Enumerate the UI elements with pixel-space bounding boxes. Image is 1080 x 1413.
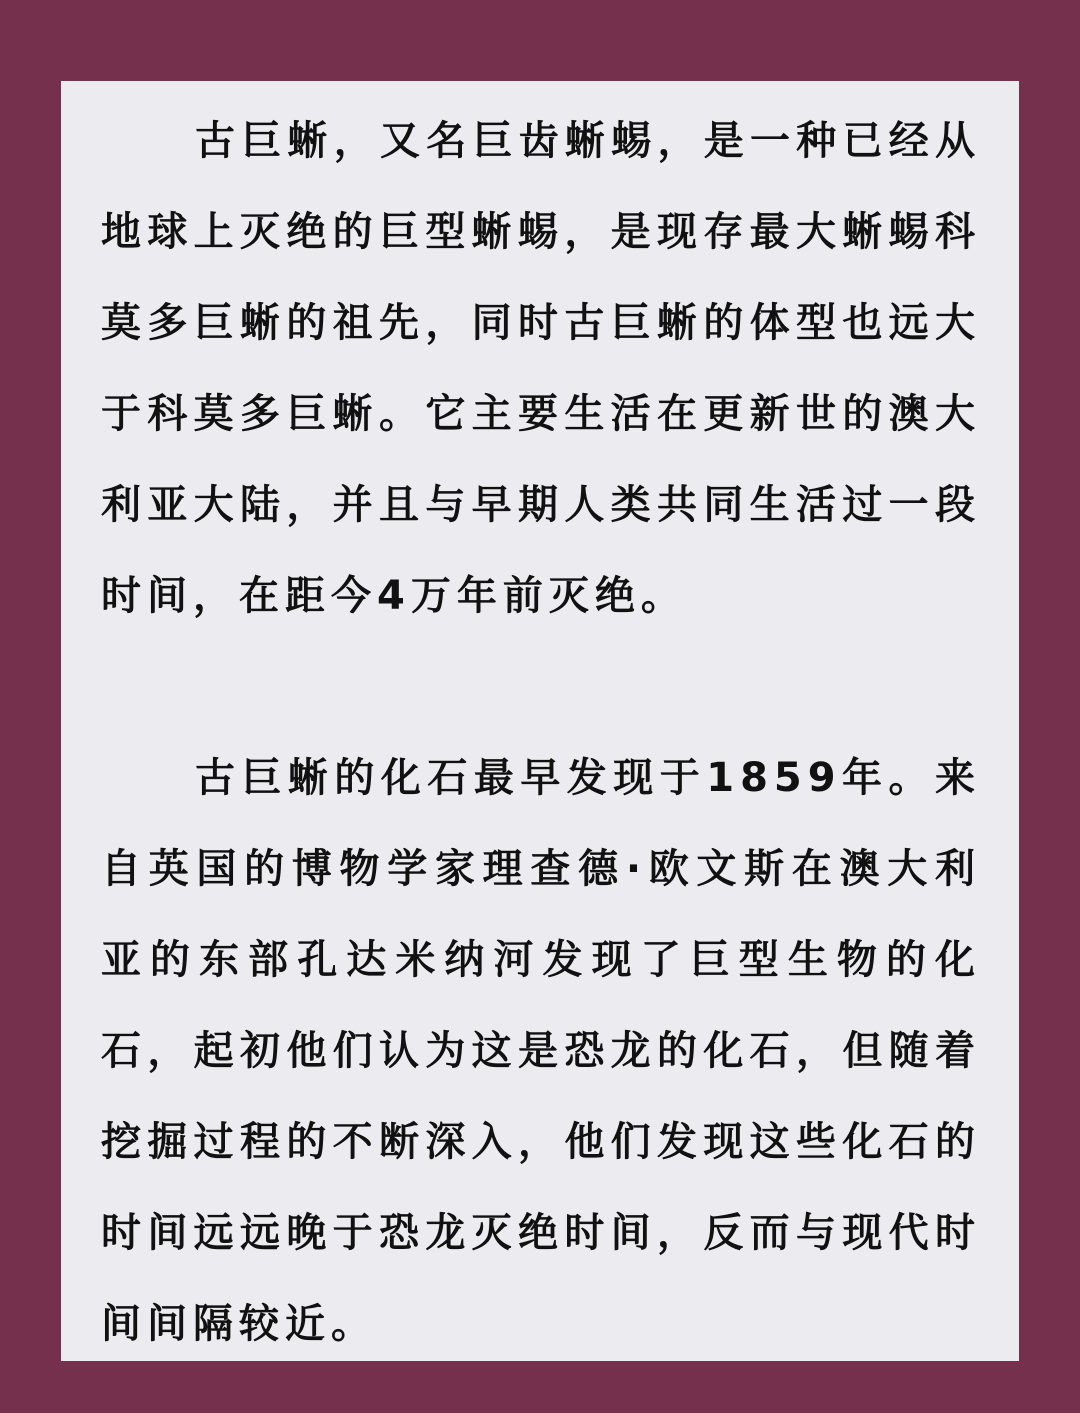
- paragraph-1: 古巨蜥，又名巨齿蜥蜴，是一种已经从地球上灭绝的巨型蜥蜴，是现存最大蜥蜴科莫多巨蜥的祖先，同时古巨蜥的体型也远大于科莫多巨蜥。它主要生活在更新世的澳大利亚大陆，并且与早期人类共同生活过一段时间，在距今4万年前灭绝。: [101, 118, 981, 619]
- text-card: [61, 81, 1019, 1361]
- paragraph-2: 古巨蜥的化石最早发现于1859年。来自英国的博物学家理查德·欧文斯在澳大利亚的东部孔达米纳河发现了巨型生物的化石，起初他们认为这是恐龙的化石，但随着挖掘过程的不断深入，他们发现这些化石的时间远远晚于恐龙灭绝时间，反而与现代时间间隔较近。: [101, 755, 981, 1347]
